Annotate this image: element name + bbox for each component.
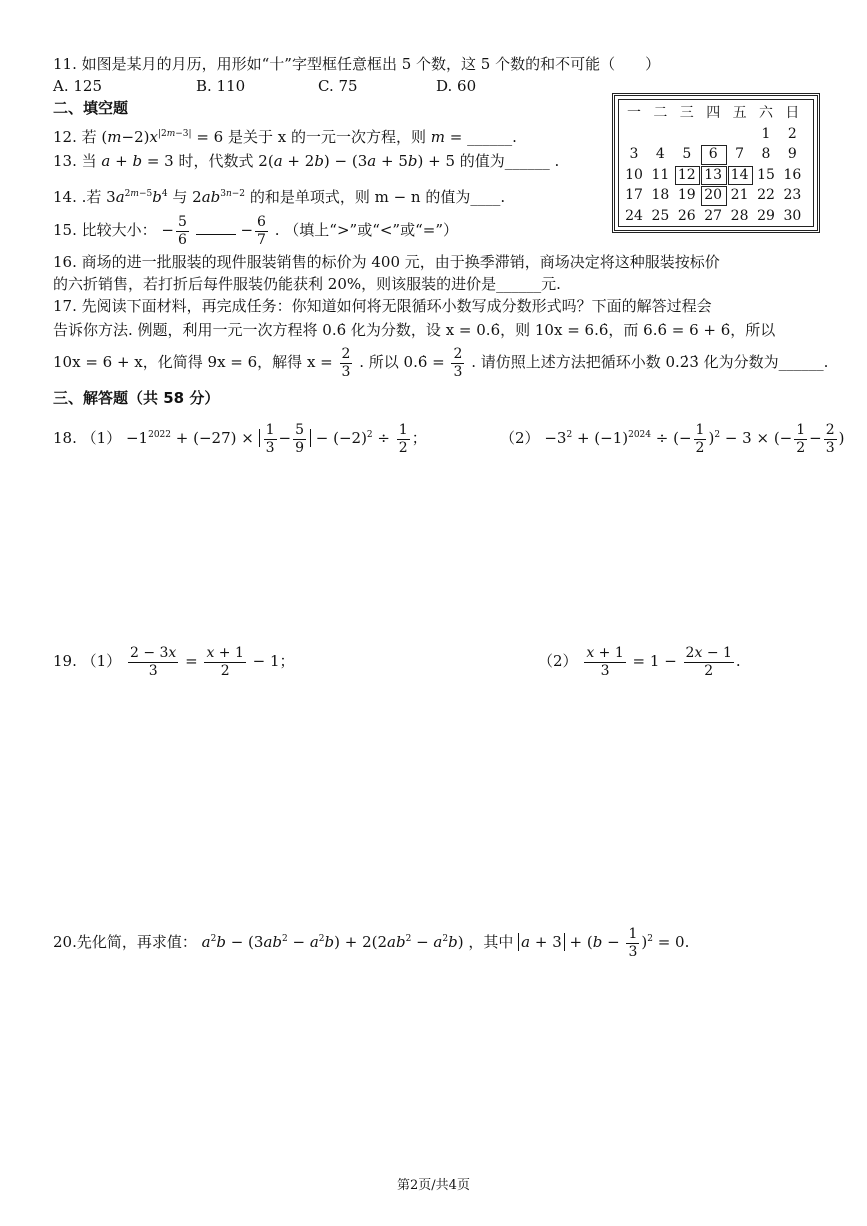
question-11: 11. 如图是某月的月历，用形如“十”字型框任意框出 5 个数，这 5 个数的和不可能（ ） (53, 55, 661, 73)
question-17-line-1: 17. 先阅读下面材料，再完成任务：你知道如何将无限循环小数写成分数形式吗？下面的解答过程会 (53, 297, 712, 315)
q14-post: 的和是单项式，则 m − n 的值为____. (249, 188, 506, 206)
q14-mid: 与 (172, 188, 193, 206)
question-16-line-2: 的六折销售，若打折后每件服装仍能获利 20%，则该服装的进价是______元. (53, 275, 561, 293)
q15-prefix: 15. 比较大小： (53, 221, 157, 239)
calendar-day: 16 (783, 166, 802, 183)
question-18-part-2: $(2) -3^2 + (-1)^{2024}$ ÷ (− $\frac{1}{2}$ )$^2$ − 3 × (− $\frac{1}{2}$ − $\frac{2}{3}$ ) (500, 421, 845, 456)
calendar-day: 3 (629, 146, 639, 162)
calendar-weekday-header: 六 (759, 105, 773, 121)
calendar-day: 8 (761, 146, 771, 162)
calendar-day: 24 (625, 207, 643, 224)
cross-frame-segment (701, 186, 726, 206)
q13-post: 的值为______ . (459, 152, 560, 170)
calendar-day: 20 (704, 187, 723, 203)
calendar-day: 17 (625, 187, 643, 203)
option-c: C. 75 (318, 77, 358, 95)
calendar-day (621, 124, 647, 144)
calendar-day: 30 (783, 207, 802, 224)
q14-prefix: 14. .若 (53, 188, 107, 206)
option-a: A. 125 (53, 77, 102, 95)
q18-part2-label: （2） (500, 429, 540, 447)
calendar-day: 14 (730, 166, 749, 183)
cross-frame-segment (728, 166, 753, 186)
question-14: 14. .若 $3a^{2m-5}b^4$ 与 $2ab^{3n-2}$ 的和是单项式，则 m − n 的值为____. (53, 188, 506, 206)
calendar-day (700, 124, 726, 144)
cross-frame-segment (701, 145, 726, 165)
q20-mid: ，其中 (468, 933, 519, 951)
cross-frame-segment (675, 166, 700, 186)
q19-part2-label: （2） (538, 652, 578, 670)
calendar-day: 19 (677, 187, 696, 203)
q20-prefix: 20.先化简，再求值： (53, 933, 197, 951)
q18-part1-label: （1） (81, 429, 122, 447)
q17-line3-c: . 请仿照上述方法把循环小数 0.2̇3̇ 化为分数为______. (471, 353, 829, 371)
calendar-day (647, 124, 673, 144)
calendar-day: 10 (625, 166, 643, 183)
page-footer: 第2页/共4页 (397, 1178, 470, 1193)
calendar-weekday-header: 五 (732, 105, 747, 121)
calendar-day: 13 (704, 166, 723, 183)
calendar-day (674, 124, 700, 144)
calendar-day: 2 (787, 125, 797, 142)
option-d: D. 60 (436, 77, 477, 95)
q18-label: 18. (53, 429, 77, 447)
calendar-weekday-header: 四 (706, 105, 721, 121)
calendar-day (727, 124, 753, 144)
q17-line3-a: 10x = 6 + x，化简得 9x = 6，解得 x = (53, 353, 338, 371)
q12-post: = ______. (449, 128, 517, 146)
question-12: 12. 若 $(m-2)x^{|2m-3|} = 6$ 是关于 x 的一元一次方程，则 m = ______. (53, 128, 517, 146)
calendar-day: 18 (651, 187, 670, 203)
calendar-day: 28 (730, 207, 749, 224)
calendar-day: 12 (677, 166, 696, 183)
q19-label: 19. (53, 652, 77, 670)
question-16-line-1: 16. 商场的进一批服装的现件服装销售的标价为 400 元，由于换季滞销，商场决定将这种服装按标价 (53, 253, 720, 271)
calendar-figure (612, 93, 820, 233)
q17-line3-b: . 所以 0.6̇ = (359, 353, 450, 371)
q19-part1-label: （1） (81, 652, 122, 670)
calendar-day: 11 (651, 166, 670, 183)
question-20: 20.先化简，再求值： $a^2b - (3ab^2 - a^2b) + 2(2ab^2 - a^2b)$ ，其中 a + 3 + (b − $\frac{1}{3}$ )$^2$ = 0. (53, 925, 690, 960)
calendar-day: 5 (682, 146, 692, 162)
calendar-grid (618, 99, 814, 227)
question-18-part-1: 18. $(1) -1^{2022} + (-27)$ × $\frac{1}{3}$ − $\frac{5}{9}$ − $(-2)^2$ ÷ $\frac{1}{2}$ ； (53, 421, 427, 456)
calendar-day: 29 (757, 207, 775, 224)
calendar-day: 25 (651, 207, 670, 224)
question-19-part-2: （2） $\frac{x + 1}{3}$ = 1 − $\frac{2x - 1}{2}$ . (538, 644, 741, 679)
calendar-day: 1 (761, 125, 771, 142)
calendar-day: 7 (735, 146, 745, 162)
calendar-weekday-header: 日 (785, 105, 800, 121)
section-fill-in-heading: 二、填空题 (53, 99, 129, 117)
q15-post: . （填上“>”或“<”或“=”） (274, 221, 459, 239)
calendar-day: 21 (730, 187, 749, 203)
section-answer-heading: 三、解答题（共 58 分） (53, 389, 220, 407)
q13-mid: 时，代数式 (178, 152, 259, 170)
calendar-weekday-header: 一 (627, 105, 641, 121)
calendar-day: 26 (677, 207, 696, 224)
question-15: 15. 比较大小： − $\frac{5}{6}$ − $\frac{6}{7}$ . （填上“>”或“<”或“=”） (53, 213, 459, 248)
cross-frame-segment (701, 166, 726, 186)
calendar-day: 6 (708, 146, 718, 162)
question-17-line-3: 10x = 6 + x，化简得 9x = 6，解得 x = $\frac{2}{3}$ . 所以 0.6̇ = $\frac{2}{3}$ . 请仿照上述方法把循环小数 0.2̇3̇ 化为分数为______. (53, 345, 829, 380)
calendar-weekday-header: 三 (679, 105, 694, 121)
question-13: 13. 当 a + b = 3 时，代数式 2(a + 2b) − (3a + 5b) + 5 的值为______ . (53, 152, 560, 170)
question-19-part-1: 19. （1） $\frac{2 - 3x}{3}$ = $\frac{x + 1}{2}$ − 1； (53, 644, 295, 679)
calendar-day: 27 (704, 207, 723, 224)
q13-prefix: 13. 当 (53, 152, 102, 170)
calendar-day: 23 (783, 187, 802, 203)
calendar-day: 9 (787, 146, 797, 162)
calendar-day: 15 (757, 166, 775, 183)
calendar-day: 4 (655, 146, 665, 162)
q12-prefix: 12. 若 (53, 128, 97, 146)
question-17-line-2: 告诉你方法. 例题，利用一元一次方程将 0.6̇ 化为分数，设 x = 0.6̇，则 10x = 6.6̇，而 6.6̇ = 6 + 6̇，所以 (53, 321, 776, 339)
calendar-day: 22 (757, 187, 775, 203)
calendar-weekday-header: 二 (653, 105, 668, 121)
option-b: B. 110 (196, 77, 246, 95)
q12-mid: = 6 是关于 x 的一元一次方程，则 (196, 128, 431, 146)
